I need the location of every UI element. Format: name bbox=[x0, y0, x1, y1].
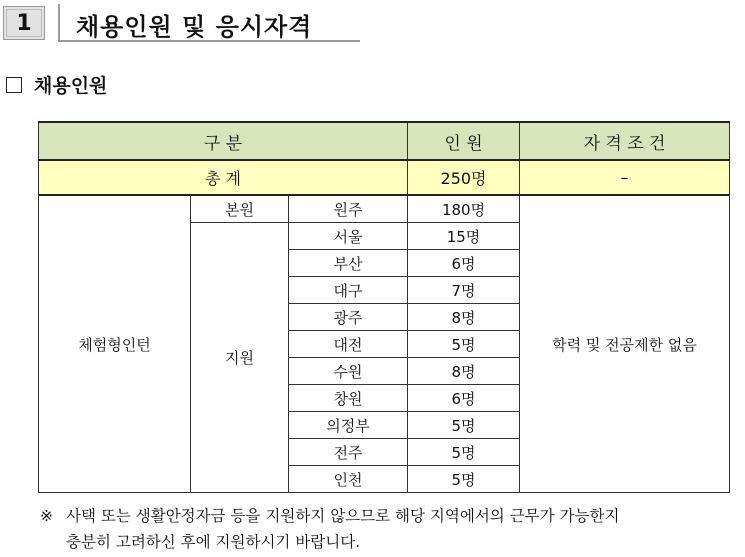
recruitment-table bbox=[38, 121, 730, 493]
total-label: 총 계 bbox=[39, 160, 408, 195]
location-cell: 대전 bbox=[289, 331, 408, 358]
count-cell: 5명 bbox=[408, 466, 520, 493]
location-cell: 전주 bbox=[289, 439, 408, 466]
location-cell: 광주 bbox=[289, 304, 408, 331]
section-title-box bbox=[58, 4, 360, 42]
location-cell: 수원 bbox=[289, 358, 408, 385]
location-cell: 부산 bbox=[289, 250, 408, 277]
location-cell: 인천 bbox=[289, 466, 408, 493]
total-qualification: – bbox=[520, 160, 730, 195]
checkbox-square-icon bbox=[6, 77, 22, 93]
count-cell: 180명 bbox=[408, 195, 520, 223]
total-row bbox=[39, 160, 730, 195]
location-cell: 원주 bbox=[289, 195, 408, 223]
location-cell: 의정부 bbox=[289, 412, 408, 439]
count-cell: 7명 bbox=[408, 277, 520, 304]
subsection-heading bbox=[6, 71, 107, 98]
location-cell: 서울 bbox=[289, 223, 408, 250]
branch-label: 지원 bbox=[191, 223, 289, 493]
total-count: 250명 bbox=[408, 160, 520, 195]
qualification-cell: 학력 및 전공제한 없음 bbox=[520, 195, 730, 493]
hq-label: 본원 bbox=[191, 195, 289, 223]
location-cell: 창원 bbox=[289, 385, 408, 412]
note-mark: ※ bbox=[40, 507, 53, 525]
header-count: 인 원 bbox=[408, 122, 520, 160]
note-line-2: 충분히 고려하신 후에 지원하시기 바랍니다. bbox=[66, 533, 361, 551]
table-header-row bbox=[39, 122, 730, 160]
count-cell: 5명 bbox=[408, 439, 520, 466]
location-cell: 대구 bbox=[289, 277, 408, 304]
count-cell: 8명 bbox=[408, 304, 520, 331]
count-cell: 6명 bbox=[408, 385, 520, 412]
count-cell: 15명 bbox=[408, 223, 520, 250]
footnote bbox=[40, 503, 619, 555]
group-label: 체험형인턴 bbox=[39, 195, 191, 493]
count-cell: 8명 bbox=[408, 358, 520, 385]
header-qualification: 자 격 조 건 bbox=[520, 122, 730, 160]
count-cell: 5명 bbox=[408, 331, 520, 358]
count-cell: 6명 bbox=[408, 250, 520, 277]
header-category: 구 분 bbox=[39, 122, 408, 160]
section-number: 1 bbox=[3, 6, 45, 40]
table-row bbox=[39, 195, 730, 223]
subsection-title: 채용인원 bbox=[34, 75, 108, 97]
note-line-1: 사택 또는 생활안정자금 등을 지원하지 않으므로 해당 지역에서의 근무가 가능한지 bbox=[66, 507, 620, 525]
section-title: 채용인원 및 응시자격 bbox=[76, 13, 313, 41]
count-cell: 5명 bbox=[408, 412, 520, 439]
